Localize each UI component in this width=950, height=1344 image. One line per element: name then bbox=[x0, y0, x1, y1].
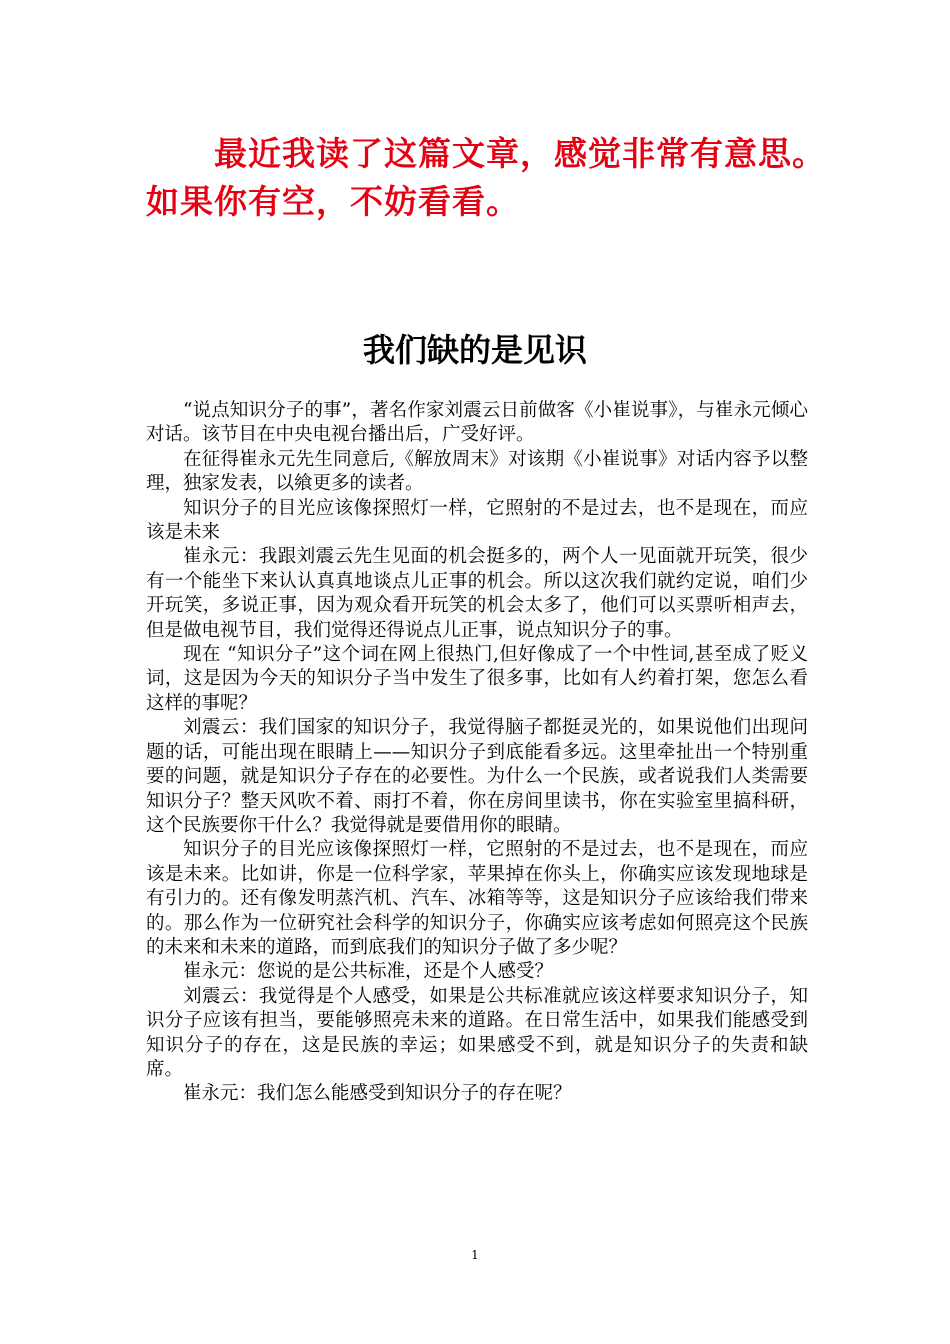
article-paragraph: 知识分子的目光应该像探照灯一样，它照射的不是过去，也不是现在，而应该是未来。比如讲，你是一位科学家，苹果掉在你头上，你确实应该发现地球是有引力的。还有像发明蒸汽机、汽车、冰箱等等，这是知识分子应该给我们带来的。那么作为一位研究社会科学的知识分子，你确实应该考虑如何照亮这个民族的未来和未来的道路，而到底我们的知识分子做了多少呢？ bbox=[146, 839, 808, 958]
article-paragraph: 崔永元：您说的是公共标准，还是个人感受？ bbox=[183, 961, 554, 983]
article-paragraph: 现在 “知识分子”这个词在网上很热门,但好像成了一个中性词,甚至成了贬义词，这是因为今天的知识分子当中发生了很多事，比如有人约着打架，您怎么看这样的事呢？ bbox=[146, 644, 808, 714]
article-title: 我们缺的是见识 bbox=[362, 331, 587, 369]
article-paragraph: 刘震云：我们国家的知识分子，我觉得脑子都挺灵光的，如果说他们出现问题的话，可能出现在眼睛上——知识分子到底能看多远。这里牵扯出一个特别重要的问题，就是知识分子存在的必要性。为什么一个民族，或者说我们人类需要知识分子？整天风吹不着、雨打不着，你在房间里读书，你在实验室里搞科研，这个民族要你干什么？我觉得就是要借用你的眼睛。 bbox=[146, 717, 808, 836]
article-paragraph: 崔永元：我们怎么能感受到知识分子的存在呢？ bbox=[183, 1083, 572, 1105]
intro-note: 最近我读了这篇文章，感觉非常有意思。如果你有空，不妨看看。 bbox=[146, 134, 826, 221]
article-paragraph: 知识分子的目光应该像探照灯一样，它照射的不是过去，也不是现在，而应该是未来 bbox=[146, 497, 808, 544]
article-paragraph: 刘震云：我觉得是个人感受，如果是公共标准就应该这样要求知识分子，知识分子应该有担当，要能够照亮未来的道路。在日常生活中，如果我们能感受到知识分子的存在，这是民族的幸运；如果感受不到，就是知识分子的失责和缺席。 bbox=[146, 985, 808, 1080]
page-number: 1 bbox=[471, 1248, 479, 1262]
article-paragraph: 崔永元：我跟刘震云先生见面的机会挺多的，两个人一见面就开玩笑，很少有一个能坐下来认认真真地谈点儿正事的机会。所以这次我们就约定说，咱们少开玩笑，多说正事，因为观众看开玩笑的机会太多了，他们可以买票听相声去，但是做电视节目，我们觉得还得说点儿正事，说点知识分子的事。 bbox=[146, 546, 808, 641]
article-paragraph: 在征得崔永元先生同意后,《解放周末》对该期《小崔说事》对话内容予以整理，独家发表，以飨更多的读者。 bbox=[146, 448, 808, 495]
article-body bbox=[146, 399, 808, 1107]
article-paragraph: “说点知识分子的事”，著名作家刘震云日前做客《小崔说事》，与崔永元倾心对话。该节目在中央电视台播出后，广受好评。 bbox=[146, 400, 808, 446]
